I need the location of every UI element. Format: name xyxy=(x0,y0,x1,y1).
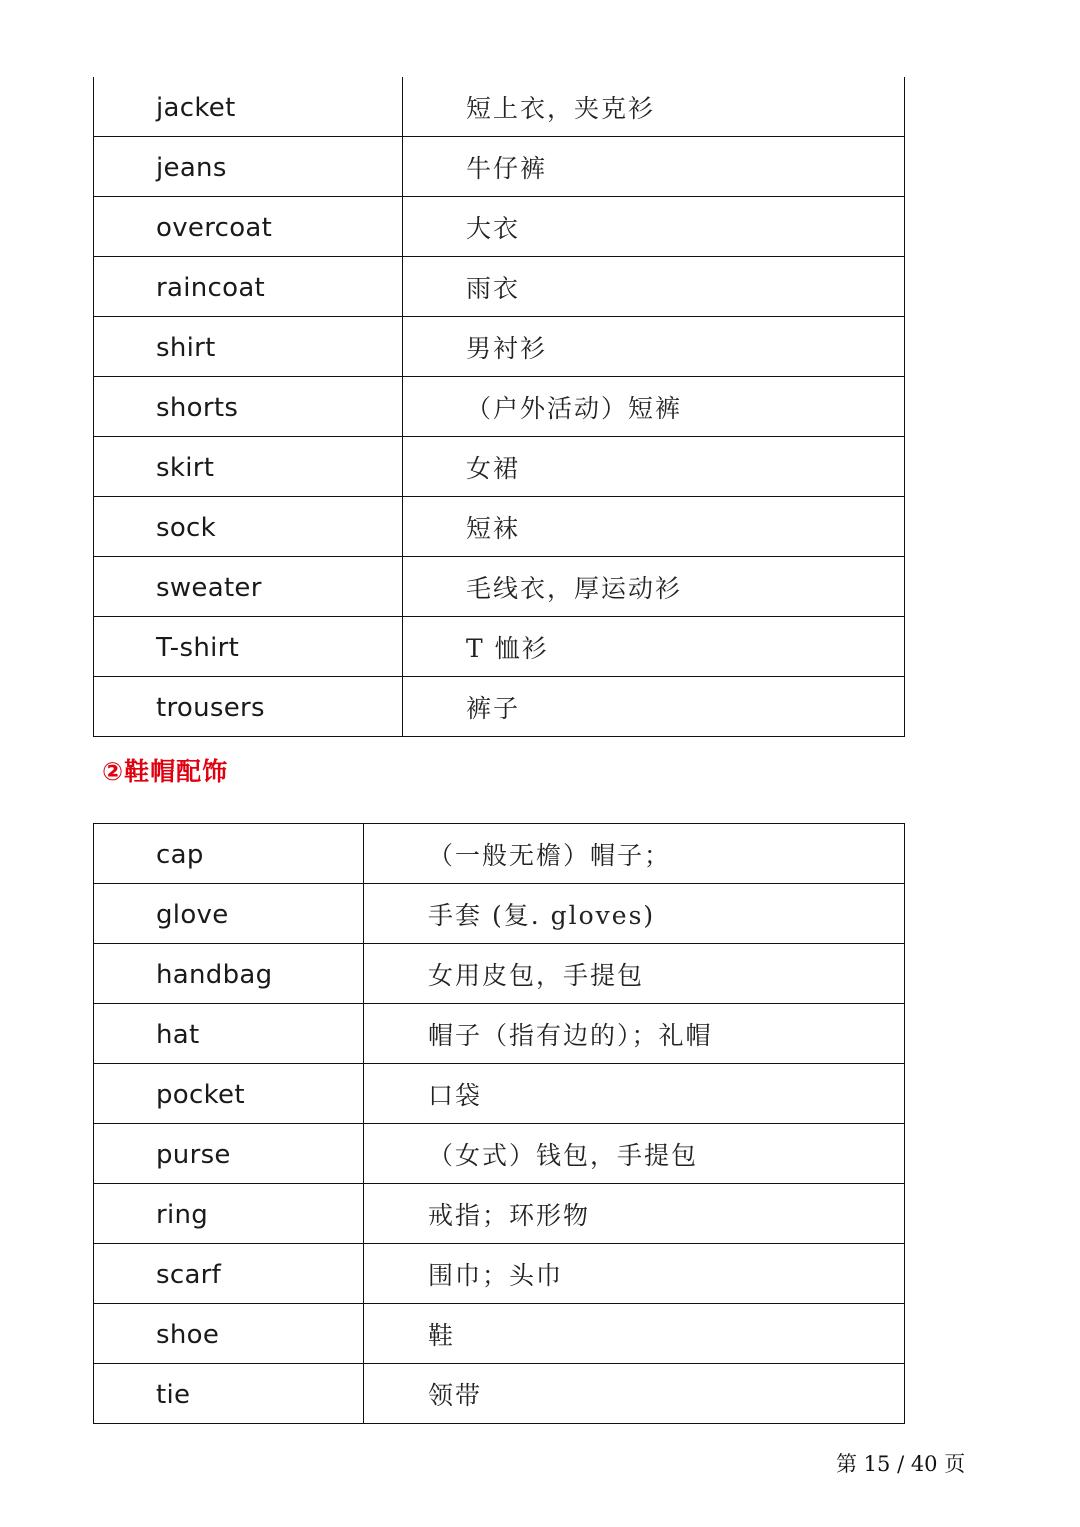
meaning-cell: 大衣 xyxy=(403,197,905,257)
table-row xyxy=(94,197,905,257)
meaning-cell: 帽子（指有边的）；礼帽 xyxy=(364,1004,905,1064)
meaning-cell: T 恤衫 xyxy=(403,617,905,677)
table-row xyxy=(94,1004,905,1064)
table-row xyxy=(94,1184,905,1244)
word-cell: glove xyxy=(94,884,364,944)
meaning-cell: 女用皮包，手提包 xyxy=(364,944,905,1004)
word-cell: scarf xyxy=(94,1244,364,1304)
word-cell: sweater xyxy=(94,557,403,617)
accessories-vocab-table xyxy=(93,823,905,1424)
table-row xyxy=(94,437,905,497)
meaning-cell: 短上衣，夹克衫 xyxy=(403,77,905,137)
table-row xyxy=(94,137,905,197)
table-row xyxy=(94,1124,905,1184)
table-row xyxy=(94,377,905,437)
word-cell: shoe xyxy=(94,1304,364,1364)
meaning-cell: 戒指；环形物 xyxy=(364,1184,905,1244)
meaning-cell: （一般无檐）帽子； xyxy=(364,824,905,884)
table-row xyxy=(94,257,905,317)
meaning-cell: （户外活动）短裤 xyxy=(403,377,905,437)
table-row xyxy=(94,1364,905,1424)
table-row xyxy=(94,617,905,677)
table-row xyxy=(94,1304,905,1364)
meaning-cell: 领带 xyxy=(364,1364,905,1424)
clothing-vocab-table xyxy=(93,77,905,737)
word-cell: sock xyxy=(94,497,403,557)
table-row xyxy=(94,77,905,137)
table-row xyxy=(94,884,905,944)
table-row xyxy=(94,557,905,617)
word-cell: jacket xyxy=(94,77,403,137)
meaning-cell: 男衬衫 xyxy=(403,317,905,377)
word-cell: raincoat xyxy=(94,257,403,317)
word-cell: trousers xyxy=(94,677,403,737)
meaning-cell: 围巾；头巾 xyxy=(364,1244,905,1304)
table-row xyxy=(94,824,905,884)
word-cell: shirt xyxy=(94,317,403,377)
meaning-cell: （女式）钱包，手提包 xyxy=(364,1124,905,1184)
word-cell: hat xyxy=(94,1004,364,1064)
table-row xyxy=(94,677,905,737)
table-row xyxy=(94,944,905,1004)
table-row xyxy=(94,1244,905,1304)
meaning-cell: 牛仔裤 xyxy=(403,137,905,197)
table-row xyxy=(94,1064,905,1124)
section-heading-shoes-hats-accessories: ②鞋帽配饰 xyxy=(102,757,229,786)
word-cell: T-shirt xyxy=(94,617,403,677)
table-row xyxy=(94,317,905,377)
meaning-cell: 毛线衣，厚运动衫 xyxy=(403,557,905,617)
table-row xyxy=(94,497,905,557)
word-cell: handbag xyxy=(94,944,364,1004)
word-cell: pocket xyxy=(94,1064,364,1124)
meaning-cell: 鞋 xyxy=(364,1304,905,1364)
word-cell: ring xyxy=(94,1184,364,1244)
word-cell: purse xyxy=(94,1124,364,1184)
meaning-cell: 裤子 xyxy=(403,677,905,737)
word-cell: cap xyxy=(94,824,364,884)
word-cell: overcoat xyxy=(94,197,403,257)
meaning-cell: 手套 (复. gloves) xyxy=(364,884,905,944)
word-cell: skirt xyxy=(94,437,403,497)
meaning-cell: 女裙 xyxy=(403,437,905,497)
word-cell: tie xyxy=(94,1364,364,1424)
word-cell: shorts xyxy=(94,377,403,437)
meaning-cell: 雨衣 xyxy=(403,257,905,317)
word-cell: jeans xyxy=(94,137,403,197)
meaning-cell: 短袜 xyxy=(403,497,905,557)
meaning-cell: 口袋 xyxy=(364,1064,905,1124)
page-number: 第 15 / 40 页 xyxy=(836,1452,966,1476)
